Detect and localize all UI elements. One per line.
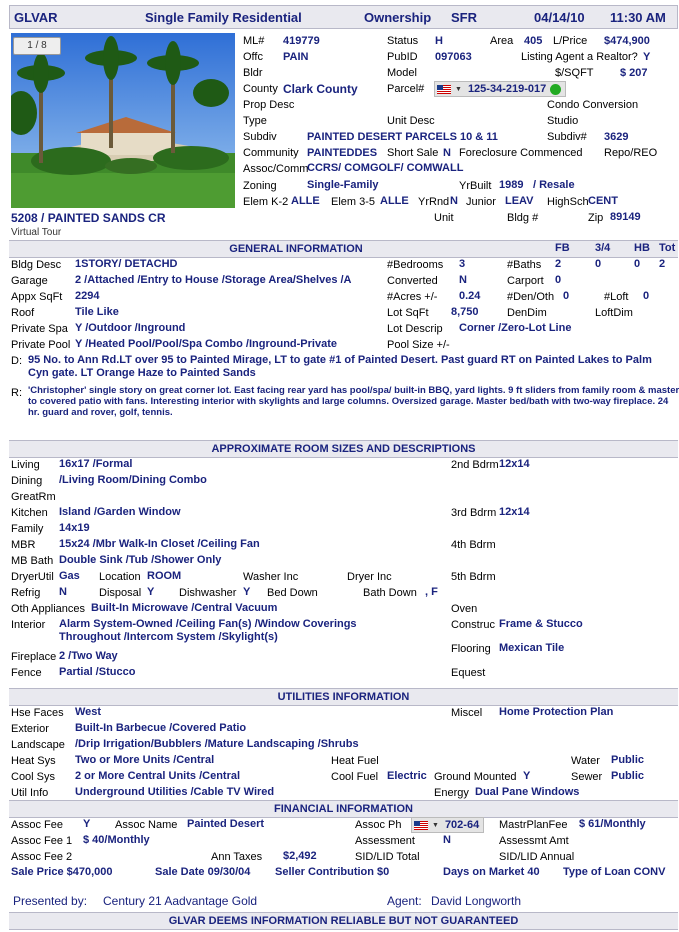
bathdown-value: , F (425, 586, 438, 598)
bldgdesc-label: Bldg Desc (11, 259, 62, 271)
energy-label: Energy (434, 787, 469, 799)
photo-counter-button[interactable]: 1 / 8 (13, 37, 61, 55)
area-label: Area (490, 35, 514, 47)
shortsale-label: Short Sale (387, 147, 439, 159)
flooring-label: Flooring (451, 643, 491, 655)
denoth-label: #Den/Oth (507, 291, 555, 303)
location-value: ROOM (147, 570, 182, 582)
sqft-price: $ 207 (620, 67, 648, 79)
offc-label: Offc (243, 51, 263, 63)
hsefaces-label: Hse Faces (11, 707, 64, 719)
us-flag-icon (437, 85, 451, 94)
property-type: Single Family Residential (145, 10, 302, 25)
property-address: 5208 / PAINTED SANDS CR (11, 211, 166, 225)
county-label: County (243, 83, 278, 95)
shortsale-value: N (443, 147, 451, 159)
bdrm5-label: 5th Bdrm (451, 571, 496, 583)
realtor-label: Listing Agent a Realtor? (521, 51, 638, 63)
yrrnd-label: YrRnd (418, 196, 450, 208)
appxsqft-label: Appx SqFt (11, 291, 63, 303)
pubid-label: PubID (387, 51, 418, 63)
greatrm-label: GreatRm (11, 491, 56, 503)
loftdim-label: LoftDim (595, 307, 633, 319)
county-value: Clark County (283, 82, 358, 96)
baths-label: #Baths (507, 259, 542, 271)
family-value: 14x19 (59, 522, 90, 534)
assoc-phone: 702-64 (444, 819, 480, 831)
dishwasher-value: Y (243, 586, 251, 598)
assocfee2-label: Assoc Fee 2 (11, 851, 73, 863)
yrbuilt-value: 1989 (499, 179, 524, 191)
refrig-label: Refrig (11, 587, 41, 599)
coolsys-value: 2 or More Central Units /Central (75, 770, 241, 782)
presented-value: Century 21 Aadvantage Gold (103, 894, 258, 908)
poolsize-label: Pool Size +/- (387, 339, 450, 351)
subdiv-number: 3629 (604, 131, 629, 143)
hb-value: 0 (634, 258, 641, 270)
loan-type: Type of Loan CONV (563, 866, 666, 878)
family-label: Family (11, 523, 44, 535)
loft-value: 0 (643, 290, 650, 302)
org-name: GLVAR (14, 10, 58, 25)
heatsys-label: Heat Sys (11, 755, 56, 767)
bedrooms-label: #Bedrooms (387, 259, 444, 271)
oven-label: Oven (451, 603, 478, 615)
us-flag-icon (414, 821, 428, 830)
status-value: H (435, 35, 443, 47)
header-bar (9, 5, 678, 29)
unit-label: Unit (434, 212, 454, 224)
parcel-control[interactable] (434, 81, 566, 97)
assoc-phone-control[interactable] (411, 817, 484, 833)
tot-header: Tot (659, 242, 676, 254)
zoning-label: Zoning (243, 180, 277, 192)
fireplace-label: Fireplace (11, 651, 57, 663)
studio-label: Studio (547, 115, 579, 127)
condo-label: Condo Conversion (547, 99, 639, 111)
acres-value: 0.24 (459, 290, 481, 302)
mbr-value: 15x24 /Mbr Walk-In Closet /Ceiling Fan (59, 538, 260, 550)
construc-value: Frame & Stucco (499, 618, 583, 630)
office-code: PAIN (283, 51, 309, 63)
zoning-value: Single-Family (307, 179, 379, 191)
sqft-price-label: $/SQFT (555, 67, 594, 79)
fireplace-value: 2 /Two Way (59, 650, 118, 662)
fence-label: Fence (11, 667, 42, 679)
dryerutil-label: DryerUtil (11, 571, 54, 583)
elemk2-label: Elem K-2 (243, 196, 289, 208)
bldr-label: Bldr (243, 67, 263, 79)
mastrplanfee-value: $ 61/Monthly (579, 818, 646, 830)
appxsqft-value: 2294 (75, 290, 100, 302)
mbath-label: MB Bath (11, 555, 54, 567)
mastrplanfee-label: MastrPlanFee (499, 819, 568, 831)
junior-value: LEAV (505, 195, 534, 207)
chevron-down-icon: ▼ (455, 85, 462, 93)
presented-label: Presented by: (13, 894, 88, 908)
denoth-value: 0 (563, 290, 570, 302)
converted-label: Converted (387, 275, 438, 287)
community-value: PAINTEDDES (307, 147, 378, 159)
coolfuel-label: Cool Fuel (331, 771, 379, 783)
subdivnum-label: Subdiv# (547, 131, 587, 143)
miscel-value: Home Protection Plan (499, 706, 614, 718)
agent-name: David Longworth (431, 894, 522, 908)
parcel-label: Parcel# (387, 83, 425, 95)
beddown-label: Bed Down (267, 587, 318, 599)
pubid-value: 097063 (435, 51, 472, 63)
mbr-label: MBR (11, 539, 36, 551)
lotdesc-value: Corner /Zero-Lot Line (459, 322, 572, 334)
bdrm3-value: 12x14 (499, 506, 530, 518)
bldgdesc-value: 1STORY/ DETACHD (75, 258, 178, 270)
yrbuilt-label: YrBuilt (459, 180, 492, 192)
energy-value: Dual Pane Windows (475, 786, 580, 798)
bdrm2-label: 2nd Bdrm (451, 459, 499, 471)
construc-label: Construc (451, 619, 496, 631)
bedrooms-value: 3 (459, 258, 466, 270)
threequarter-header: 3/4 (595, 242, 611, 254)
remarks-label: R: (11, 387, 22, 399)
seller-contribution: Seller Contribution $0 (275, 866, 390, 878)
zip-value: 89149 (610, 211, 641, 223)
miscel-label: Miscel (451, 707, 483, 719)
water-label: Water (571, 755, 600, 767)
ml-label: ML# (243, 35, 265, 47)
disclaimer-bar: GLVAR DEEMS INFORMATION RELIABLE BUT NOT GUARANTEED (9, 912, 678, 930)
elemk2-value: ALLE (291, 195, 320, 207)
assocfee-label: Assoc Fee (11, 819, 63, 831)
sale-date: Sale Date 09/30/04 (155, 866, 251, 878)
bdrm4-label: 4th Bdrm (451, 539, 496, 551)
assocfee1-label: Assoc Fee 1 (11, 835, 73, 847)
assocname-value: Painted Desert (187, 818, 265, 830)
landscape-value: /Drip Irrigation/Bubblers /Mature Landscaping /Shrubs (75, 738, 359, 750)
assocname-label: Assoc Name (115, 819, 178, 831)
area-value: 405 (524, 35, 543, 47)
propdesc-label: Prop Desc (243, 99, 295, 111)
carport-value: 0 (555, 274, 562, 286)
sidlid-total-label: SID/LID Total (355, 851, 420, 863)
assessmtamt-label: Assessmt Amt (499, 835, 569, 847)
ownership-label: Ownership (364, 10, 432, 25)
directions-label: D: (11, 355, 22, 367)
converted-value: N (459, 274, 467, 286)
virtual-tour-link[interactable]: Virtual Tour (11, 227, 62, 238)
general-info-header: GENERAL INFORMATION (9, 240, 678, 258)
list-price: $474,900 (604, 35, 650, 47)
dryerinc-label: Dryer Inc (347, 571, 392, 583)
agent-label: Agent: (387, 894, 422, 908)
lprice-label: L/Price (553, 35, 588, 47)
community-label: Community (243, 147, 299, 159)
dining-value: /Living Room/Dining Combo (59, 474, 207, 486)
acres-label: #Acres +/- (387, 291, 438, 303)
dining-label: Dining (11, 475, 43, 487)
disposal-value: Y (147, 586, 155, 598)
mbath-value: Double Sink /Tub /Shower Only (59, 554, 222, 566)
bathdown-label: Bath Down (363, 587, 417, 599)
roof-label: Roof (11, 307, 35, 319)
water-value: Public (611, 754, 645, 766)
model-label: Model (387, 67, 417, 79)
assessment-value: N (443, 834, 451, 846)
bdrm3-label: 3rd Bdrm (451, 507, 497, 519)
directions-text: 95 No. to Ann Rd.LT over 95 to Painted Mirage, LT to gate #1 of Painted Desert. Past guard RT on Painted Lakes to Palm Cyn gate. LT Orange Haze to Painted Sands (28, 354, 652, 379)
remarks-text: 'Christopher' single story on great corner lot. East facing rear yard has pool/spa/ built-in BBQ, yard lights. 9 ft sliders from family room & master to covered patio with fans. Interesting interior with skylights and large columns. Oversized garage. Master bed/bath with two-way fireplace. 24 hr. guard and rover, golf, tennis. (28, 385, 679, 418)
utilinfo-label: Util Info (11, 787, 49, 799)
dendim-label: DenDim (507, 307, 547, 319)
elem35-label: Elem 3-5 (331, 196, 376, 208)
resale-value: / Resale (533, 179, 575, 191)
dishwasher-label: Dishwasher (179, 587, 237, 599)
living-value: 16x17 /Formal (59, 458, 133, 470)
fence-value: Partial /Stucco (59, 666, 136, 678)
refrig-value: N (59, 586, 67, 598)
kitchen-label: Kitchen (11, 507, 48, 519)
highsch-label: HighSch (547, 196, 589, 208)
othappliances-value: Built-In Microwave /Central Vacuum (91, 602, 278, 614)
parcel-number: 125-34-219-017 (467, 83, 547, 95)
privatespa-label: Private Spa (11, 323, 68, 335)
assessment-label: Assessment (355, 835, 415, 847)
garage-label: Garage (11, 275, 48, 287)
roof-value: Tile Like (75, 306, 119, 318)
assocfee-value: Y (83, 818, 91, 830)
interior-value-2: Throughout /Intercom System /Skylight(s) (59, 631, 278, 643)
utilinfo-value: Underground Utilities /Cable TV Wired (75, 786, 275, 798)
rooms-header: APPROXIMATE ROOM SIZES AND DESCRIPTIONS (9, 440, 678, 458)
yrrnd-value: N (450, 195, 458, 207)
hb-header: HB (634, 242, 650, 254)
chevron-down-icon: ▼ (432, 821, 439, 829)
subdiv-value: PAINTED DESERT PARCELS 10 & 11 (307, 131, 498, 143)
type-label: Type (243, 115, 267, 127)
property-photo[interactable] (11, 33, 235, 208)
junior-label: Junior (466, 196, 496, 208)
hsefaces-value: West (75, 706, 102, 718)
equest-label: Equest (451, 667, 486, 679)
lotsqft-value: 8,750 (451, 306, 479, 318)
threequarter-value: 0 (595, 258, 602, 270)
financial-header: FINANCIAL INFORMATION (9, 800, 678, 818)
othappliances-label: Oth Appliances (11, 603, 85, 615)
garage-value: 2 /Attached /Entry to House /Storage Area/Shelves /A (75, 274, 352, 286)
exterior-value: Built-In Barbecue /Covered Patio (75, 722, 247, 734)
location-label: Location (99, 571, 141, 583)
carport-label: Carport (507, 275, 544, 287)
realtor-value: Y (643, 51, 651, 63)
loft-label: #Loft (604, 291, 629, 303)
disposal-label: Disposal (99, 587, 142, 599)
anntaxes-value: $2,492 (283, 850, 317, 862)
kitchen-value: Island /Garden Window (59, 506, 181, 518)
utilities-header: UTILITIES INFORMATION (9, 688, 678, 706)
privatepool-value: Y /Heated Pool/Pool/Spa Combo /Inground-Private (75, 338, 337, 350)
anntaxes-label: Ann Taxes (211, 851, 263, 863)
interior-value-1: Alarm System-Owned /Ceiling Fan(s) /Window Coverings (59, 618, 357, 630)
lotsqft-label: Lot SqFt (387, 307, 429, 319)
foreclosure-label: Foreclosure Commenced (459, 147, 583, 159)
repo-label: Repo/REO (604, 147, 658, 159)
listing-date: 04/14/10 (534, 10, 585, 25)
fb-header: FB (555, 242, 570, 254)
coolfuel-value: Electric (387, 770, 427, 782)
subdiv-label: Subdiv (243, 131, 277, 143)
tot-value: 2 (659, 258, 666, 270)
status-label: Status (387, 35, 419, 47)
heatfuel-label: Heat Fuel (331, 755, 379, 767)
dryerutil-value: Gas (59, 570, 80, 582)
privatespa-value: Y /Outdoor /Inground (75, 322, 186, 334)
assocph-label: Assoc Ph (355, 819, 402, 831)
ownership-value: SFR (451, 10, 477, 25)
phone-icon[interactable] (550, 84, 561, 95)
landscape-label: Landscape (11, 739, 65, 751)
flooring-value: Mexican Tile (499, 642, 565, 654)
living-label: Living (11, 459, 40, 471)
groundmounted-label: Ground Mounted (434, 771, 517, 783)
listing-time: 11:30 AM (610, 10, 666, 25)
lotdesc-label: Lot Descrip (387, 323, 443, 335)
zip-label: Zip (588, 212, 604, 224)
ml-number: 419779 (283, 35, 320, 47)
bdrm2-value: 12x14 (499, 458, 530, 470)
sewer-label: Sewer (571, 771, 603, 783)
coolsys-label: Cool Sys (11, 771, 56, 783)
sale-price: Sale Price $470,000 (11, 866, 113, 878)
days-on-market: Days on Market 40 (443, 866, 540, 878)
groundmounted-value: Y (523, 770, 531, 782)
interior-label: Interior (11, 619, 46, 631)
assoc-comm-label: Assoc/Comm (243, 163, 309, 175)
heatsys-value: Two or More Units /Central (75, 754, 215, 766)
washer-label: Washer Inc (243, 571, 299, 583)
assocfee1-value: $ 40/Monthly (83, 834, 150, 846)
sewer-value: Public (611, 770, 645, 782)
elem35-value: ALLE (380, 195, 409, 207)
fb-value: 2 (555, 258, 562, 270)
sidlid-annual-label: SID/LID Annual (499, 851, 575, 863)
assoc-comm-value: CCRS/ COMGOLF/ COMWALL (307, 162, 464, 174)
highsch-value: CENT (588, 195, 618, 207)
unitdesc-label: Unit Desc (387, 115, 435, 127)
bldg-label: Bldg # (507, 212, 539, 224)
privatepool-label: Private Pool (11, 339, 71, 351)
exterior-label: Exterior (11, 723, 49, 735)
